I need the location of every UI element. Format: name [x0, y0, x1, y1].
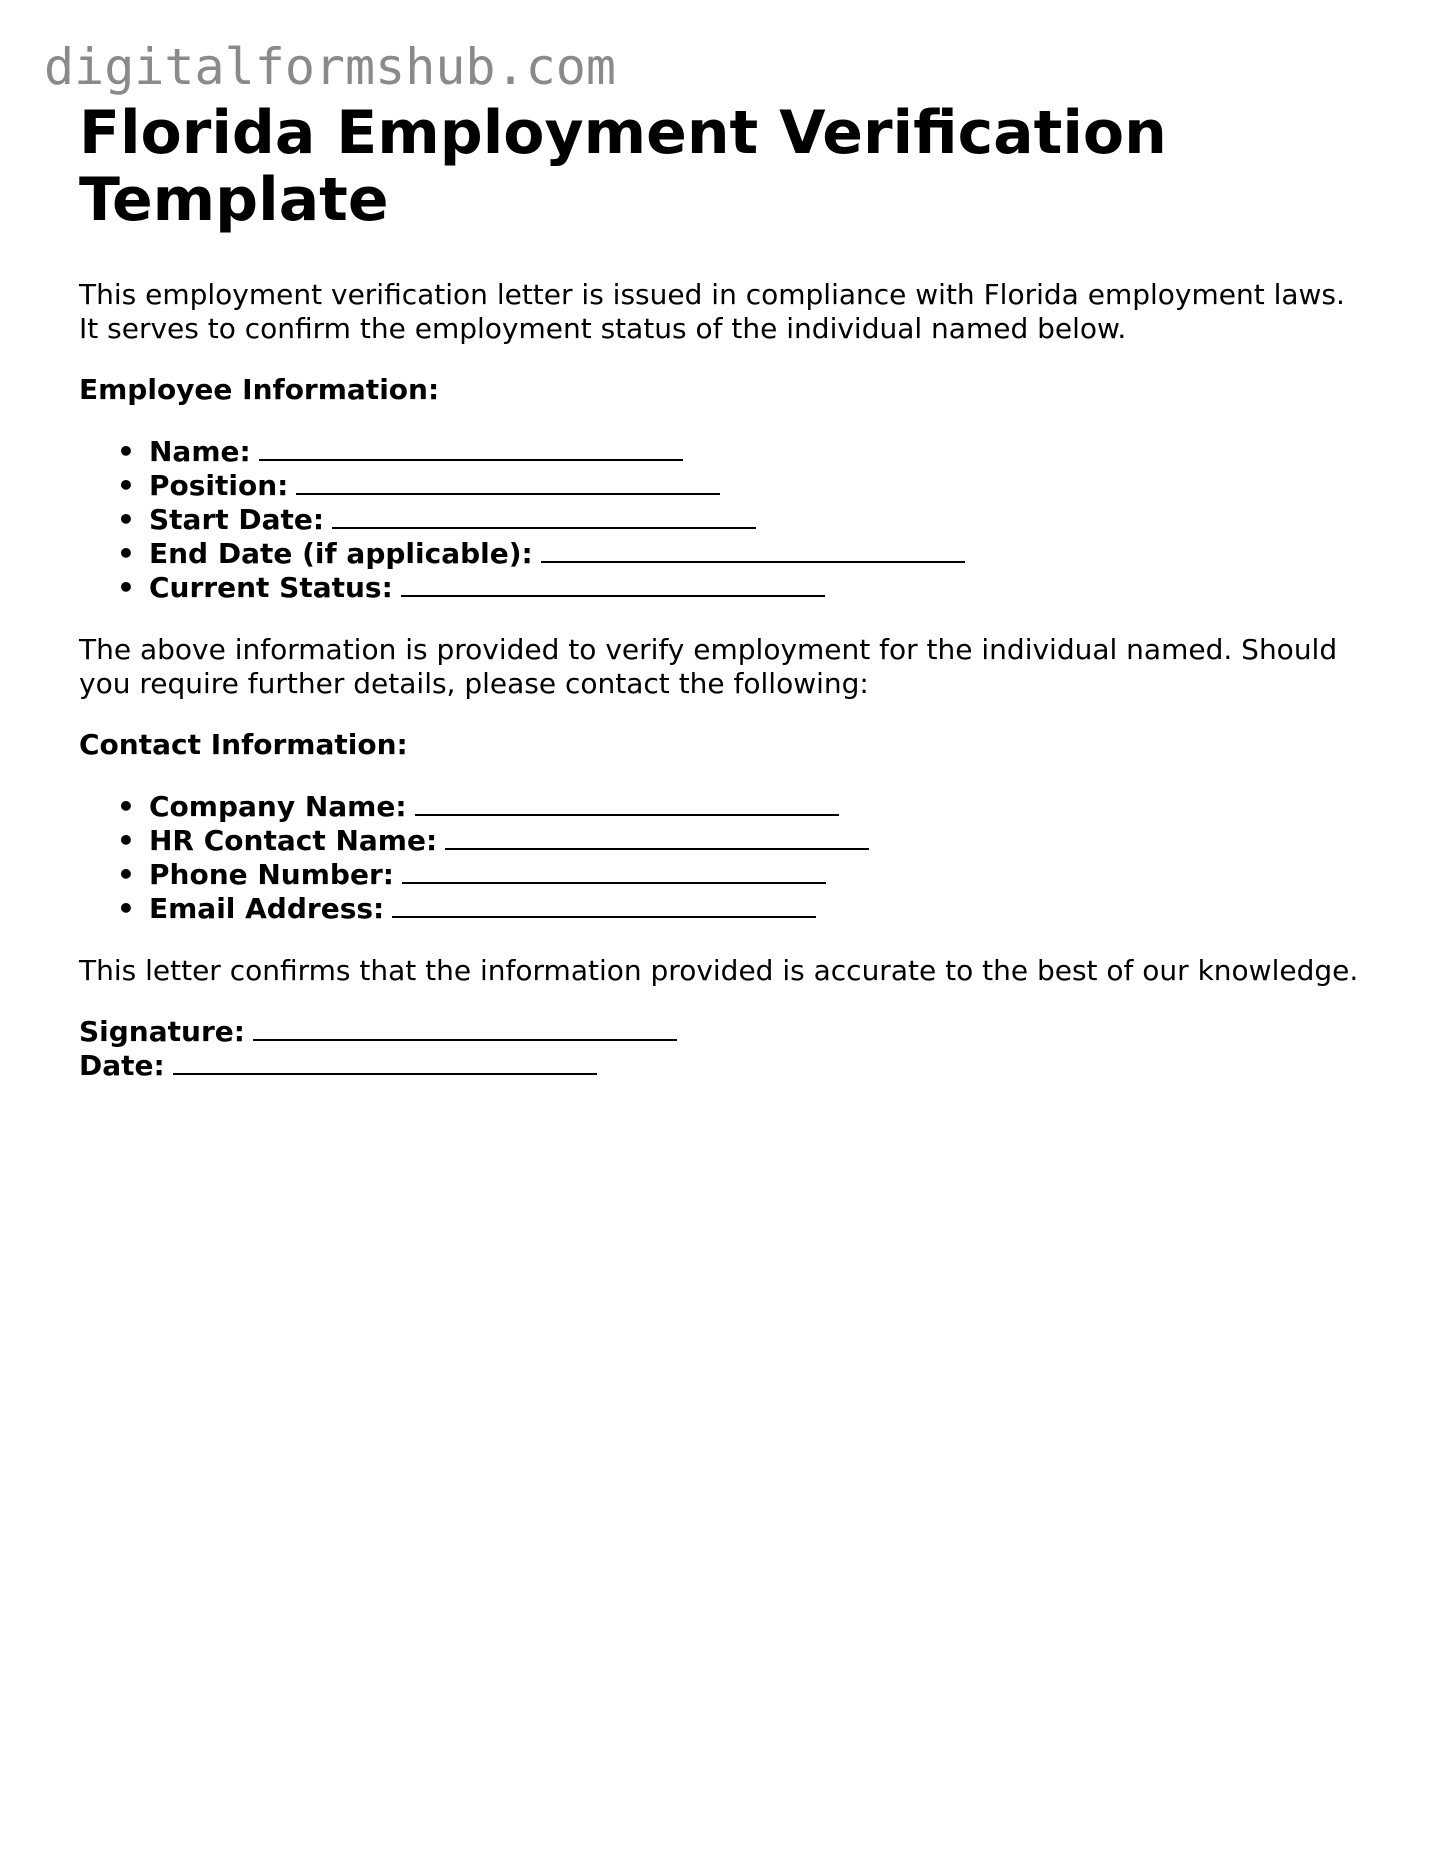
bullet-icon: •: [117, 858, 135, 891]
field-label-phone-number: Phone Number:: [149, 858, 394, 891]
position-blank[interactable]: [296, 471, 720, 495]
field-label-hr-contact-name: HR Contact Name:: [149, 824, 438, 857]
document-body: [79, 100, 1369, 1083]
field-label-current-status: Current Status:: [149, 571, 393, 604]
list-item: [79, 435, 1369, 469]
closing-paragraph: This letter confirms that the information provided is accurate to the best of our knowledge.: [79, 954, 1359, 987]
field-label-end-date: End Date (if applicable):: [149, 537, 533, 570]
field-label-name: Name:: [149, 435, 251, 468]
list-item: [79, 503, 1369, 537]
employee-info-list: [79, 435, 1369, 605]
list-item: [79, 571, 1369, 605]
list-item: [79, 858, 1369, 892]
bullet-icon: •: [117, 503, 135, 536]
list-item: [79, 892, 1369, 926]
date-line: [79, 1049, 1369, 1083]
signature-blank[interactable]: [253, 1017, 677, 1041]
phone-number-blank[interactable]: [402, 860, 826, 884]
date-blank[interactable]: [173, 1051, 597, 1075]
list-item: [79, 469, 1369, 503]
bullet-icon: •: [117, 469, 135, 502]
field-label-start-date: Start Date:: [149, 503, 325, 536]
field-label-company-name: Company Name:: [149, 790, 407, 823]
field-label-position: Position:: [149, 469, 289, 502]
list-item: [79, 824, 1369, 858]
bullet-icon: •: [117, 824, 135, 857]
employee-info-heading: Employee Information:: [79, 373, 440, 406]
middle-paragraph: The above information is provided to verify employment for the individual named. Should you require further details, please contact the following:: [79, 633, 1338, 700]
bullet-icon: •: [117, 571, 135, 604]
company-name-blank[interactable]: [415, 792, 839, 816]
current-status-blank[interactable]: [401, 573, 825, 597]
signature-block: [79, 1015, 1369, 1083]
email-address-blank[interactable]: [392, 894, 816, 918]
contact-info-list: [79, 790, 1369, 926]
start-date-blank[interactable]: [332, 505, 756, 529]
list-item: [79, 537, 1369, 571]
date-label: Date:: [79, 1049, 165, 1082]
contact-info-heading: Contact Information:: [79, 728, 408, 761]
bullet-icon: •: [117, 790, 135, 823]
name-blank[interactable]: [259, 437, 683, 461]
watermark: digitalformshub.com: [44, 38, 616, 96]
bullet-icon: •: [117, 435, 135, 468]
hr-contact-name-blank[interactable]: [445, 826, 869, 850]
signature-line: [79, 1015, 1369, 1049]
bullet-icon: •: [117, 892, 135, 925]
list-item: [79, 790, 1369, 824]
bullet-icon: •: [117, 537, 135, 570]
signature-label: Signature:: [79, 1015, 245, 1048]
page-title: Florida Employment Verification Template: [79, 98, 1167, 235]
field-label-email-address: Email Address:: [149, 892, 385, 925]
intro-paragraph: This employment verification letter is issued in compliance with Florida employment laws. It serves to confirm the employment status of the individual named below.: [79, 278, 1345, 345]
end-date-blank[interactable]: [541, 539, 965, 563]
